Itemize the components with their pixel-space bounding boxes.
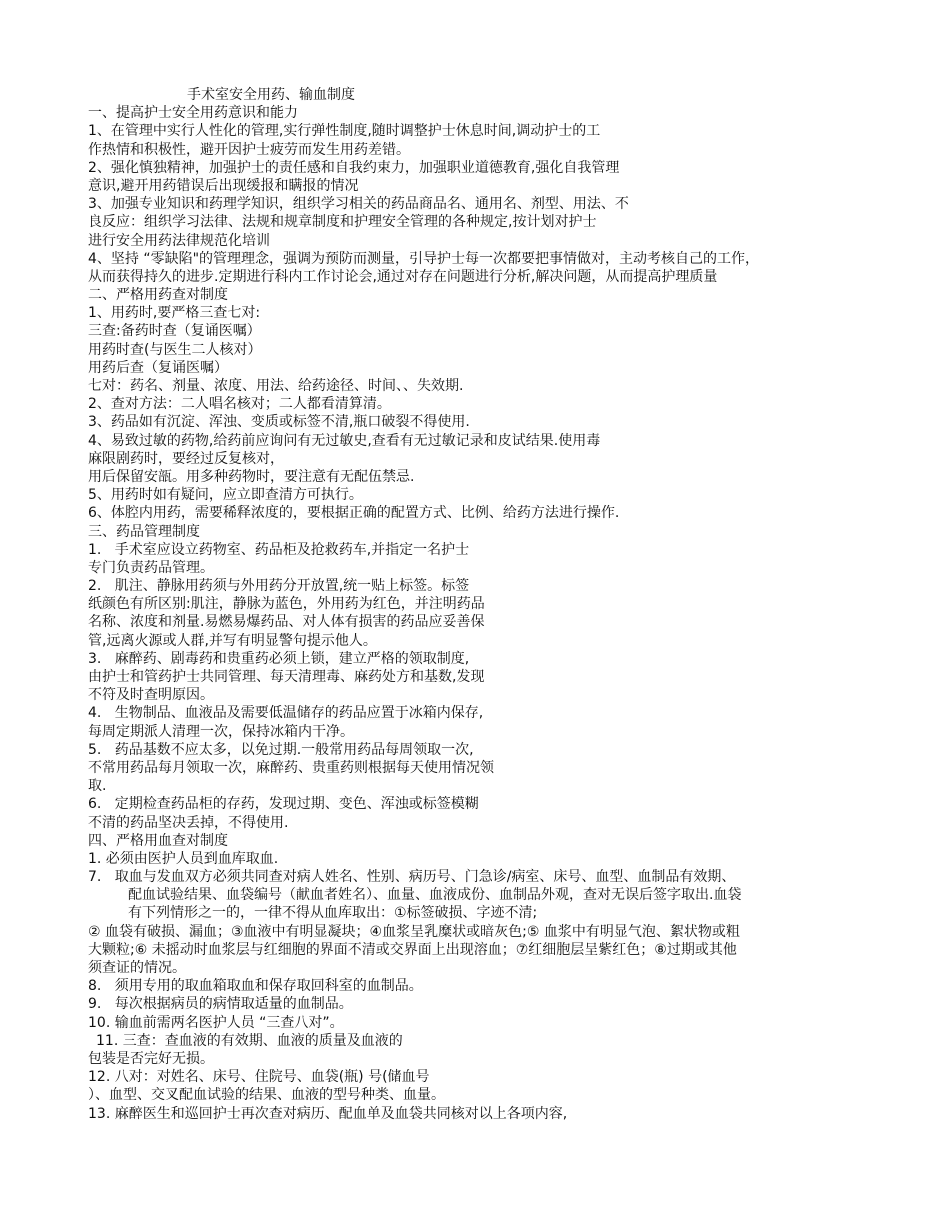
text-line: 9. 每次根据病员的病情取适量的血制品。 xyxy=(88,996,353,1013)
text-line: 专门负责药品管理。 xyxy=(88,559,214,576)
text-line: 从而获得持久的进步.定期进行科内工作讨论会,通过对存在问题进行分析,解决问题，从而提高护理质量 xyxy=(88,268,718,285)
text-line: 进行安全用药法律规范化培训 xyxy=(88,232,270,249)
text-line: 作热情和积极性，避开因护士疲劳而发生用药差错。 xyxy=(88,141,410,158)
text-line: 3、药品如有沉淀、浑浊、变质或标签不清,瓶口破裂不得使用. xyxy=(88,414,470,431)
text-line: 5、用药时如有疑问，应立即查清方可执行。 xyxy=(88,487,363,504)
text-line: 用药后查（复诵医嘱） xyxy=(88,359,228,376)
section-heading: 四、严格用血查对制度 xyxy=(88,832,228,849)
text-line: 10. 输血前需两名医护人员 “三查八对”。 xyxy=(88,1014,344,1031)
document-title: 手术室安全用药、输血制度 xyxy=(187,87,355,103)
text-line: 取. xyxy=(88,778,107,795)
text-line: 名称、浓度和剂量.易燃易爆药品、对人体有损害的药品应妥善保 xyxy=(88,614,485,631)
text-line: 意识,避开用药错误后出现缓报和瞒报的情况 xyxy=(88,177,359,194)
text-line: 三查:备药时查（复诵医嘱） xyxy=(88,323,261,340)
text-line: 大颗粒;⑥ 未摇动时血浆层与红细胞的界面不清或交界面上出现溶血；⑦红细胞层呈紫红色；⑧过期或其他 xyxy=(88,941,737,958)
section-heading: 三、药品管理制度 xyxy=(88,523,200,540)
document-body xyxy=(88,86,948,1123)
text-line: ② 血袋有破损、漏血；③血液中有明显凝块；④血浆呈乳糜状或暗灰色;⑤ 血浆中有明显气泡、絮状物或粗 xyxy=(88,923,740,940)
text-line: 不符及时查明原因。 xyxy=(88,687,214,704)
text-line: 每周定期派人清理一次，保持冰箱内干净。 xyxy=(88,723,354,740)
text-line: 1. 必须由医护人员到血库取血. xyxy=(88,850,279,867)
text-line: 用后保留安瓿。用多种药物时，要注意有无配伍禁忌. xyxy=(88,468,415,485)
text-line: 8. 须用专用的取血箱取血和保存取回科室的血制品。 xyxy=(88,978,423,995)
text-line: 4、易致过敏的药物,给药前应询问有无过敏史,查看有无过敏记录和皮试结果.使用毒 xyxy=(88,432,601,449)
section-heading: 二、严格用药查对制度 xyxy=(88,287,228,304)
text-line: 1、在管理中实行人性化的管理,实行弹性制度,随时调整护士休息时间,调动护士的工 xyxy=(88,123,601,140)
text-line: 管,远离火源或人群,并写有明显警句提示他人。 xyxy=(88,632,377,649)
section-heading: 一、提高护士安全用药意识和能力 xyxy=(88,105,298,122)
text-line: 1、用药时,要严格三查七对: xyxy=(88,305,261,322)
text-line: 由护士和管药护士共同管理、每天清理毒、麻药处方和基数,发现 xyxy=(88,669,485,685)
text-line: 6. 定期检查药品柜的存药，发现过期、变色、浑浊或标签模糊 xyxy=(88,796,479,813)
text-line: 13. 麻醉医生和巡回护士再次查对病历、配血单及血袋共同核对以上各项内容, xyxy=(88,1105,568,1122)
text-line: 3. 麻醉药、剧毒药和贵重药必须上锁，建立严格的领取制度, xyxy=(88,650,470,667)
text-line: 1. 手术室应设立药物室、药品柜及抢救药车,并指定一名护士 xyxy=(88,541,470,558)
text-line: 有下列情形之一的，一律不得从血库取出：①标签破损、字迹不清; xyxy=(128,905,538,922)
text-line: 6、体腔内用药，需要稀释浓度的，要根据正确的配置方式、比例、给药方法进行操作. xyxy=(88,505,620,522)
text-line: 5. 药品基数不应太多，以免过期.一般常用药品每周领取一次, xyxy=(88,741,474,758)
text-line: 12. 八对：对姓名、床号、住院号、血袋(瓶) 号(储血号 xyxy=(88,1069,430,1086)
text-line: 麻限剧药时，要经过反复核对， xyxy=(88,450,284,467)
text-line: ）、血型、交叉配血试验的结果、血液的型号种类、血量。 xyxy=(88,1087,445,1104)
text-line: 七对：药名、剂量、浓度、用法、给药途径、时间、、失效期. xyxy=(88,378,464,394)
text-line: 2、查对方法：二人唱名核对；二人都看清算清。 xyxy=(88,396,391,413)
text-line: 4. 生物制品、血液品及需要低温储存的药品应置于冰箱内保存, xyxy=(88,705,484,722)
text-line: 配血试验结果、血袋编号（献血者姓名）、血量、血液成份、血制品外观，查对无误后签字取出.血袋 xyxy=(128,887,742,904)
text-line: 4、坚持 “零缺陷"的管理理念，强调为预防而测量，引导护士每一次都要把事情做对，主动考核自己的工作， xyxy=(88,250,760,267)
text-line: 用药时查(与医生二人核对） xyxy=(88,341,262,358)
text-line: 不清的药品坚决丢掉，不得使用. xyxy=(88,814,289,831)
text-line: 2、强化慎独精神，加强护士的责任感和自我约束力，加强职业道德教育,强化自我管理 xyxy=(88,159,620,176)
text-line: 包装是否完好无损。 xyxy=(88,1050,214,1067)
text-line: 3、加强专业知识和药理学知识，组织学习相关的药品商品名、通用名、剂型、用法、不 xyxy=(88,196,629,213)
text-line: 7. 取血与发血双方必须共同查对病人姓名、性别、病历号、门急诊/病室、床号、血型、血制品有效期、 xyxy=(88,869,736,886)
text-line: 11. 三查：查血液的有效期、血液的质量及血液的 xyxy=(96,1032,403,1049)
text-line: 良反应：组织学习法律、法规和规章制度和护理安全管理的各种规定,按计划对护士 xyxy=(88,214,597,231)
text-line: 不常用药品每月领取一次，麻醉药、贵重药则根据每天使用情况领 xyxy=(88,759,494,776)
text-line: 纸颜色有所区别:肌注，静脉为蓝色，外用药为红色，并注明药品 xyxy=(88,596,485,613)
text-line: 2. 肌注、静脉用药须与外用药分开放置,统一贴上标签。标签 xyxy=(88,578,470,595)
text-line: 须查证的情况。 xyxy=(88,960,186,976)
